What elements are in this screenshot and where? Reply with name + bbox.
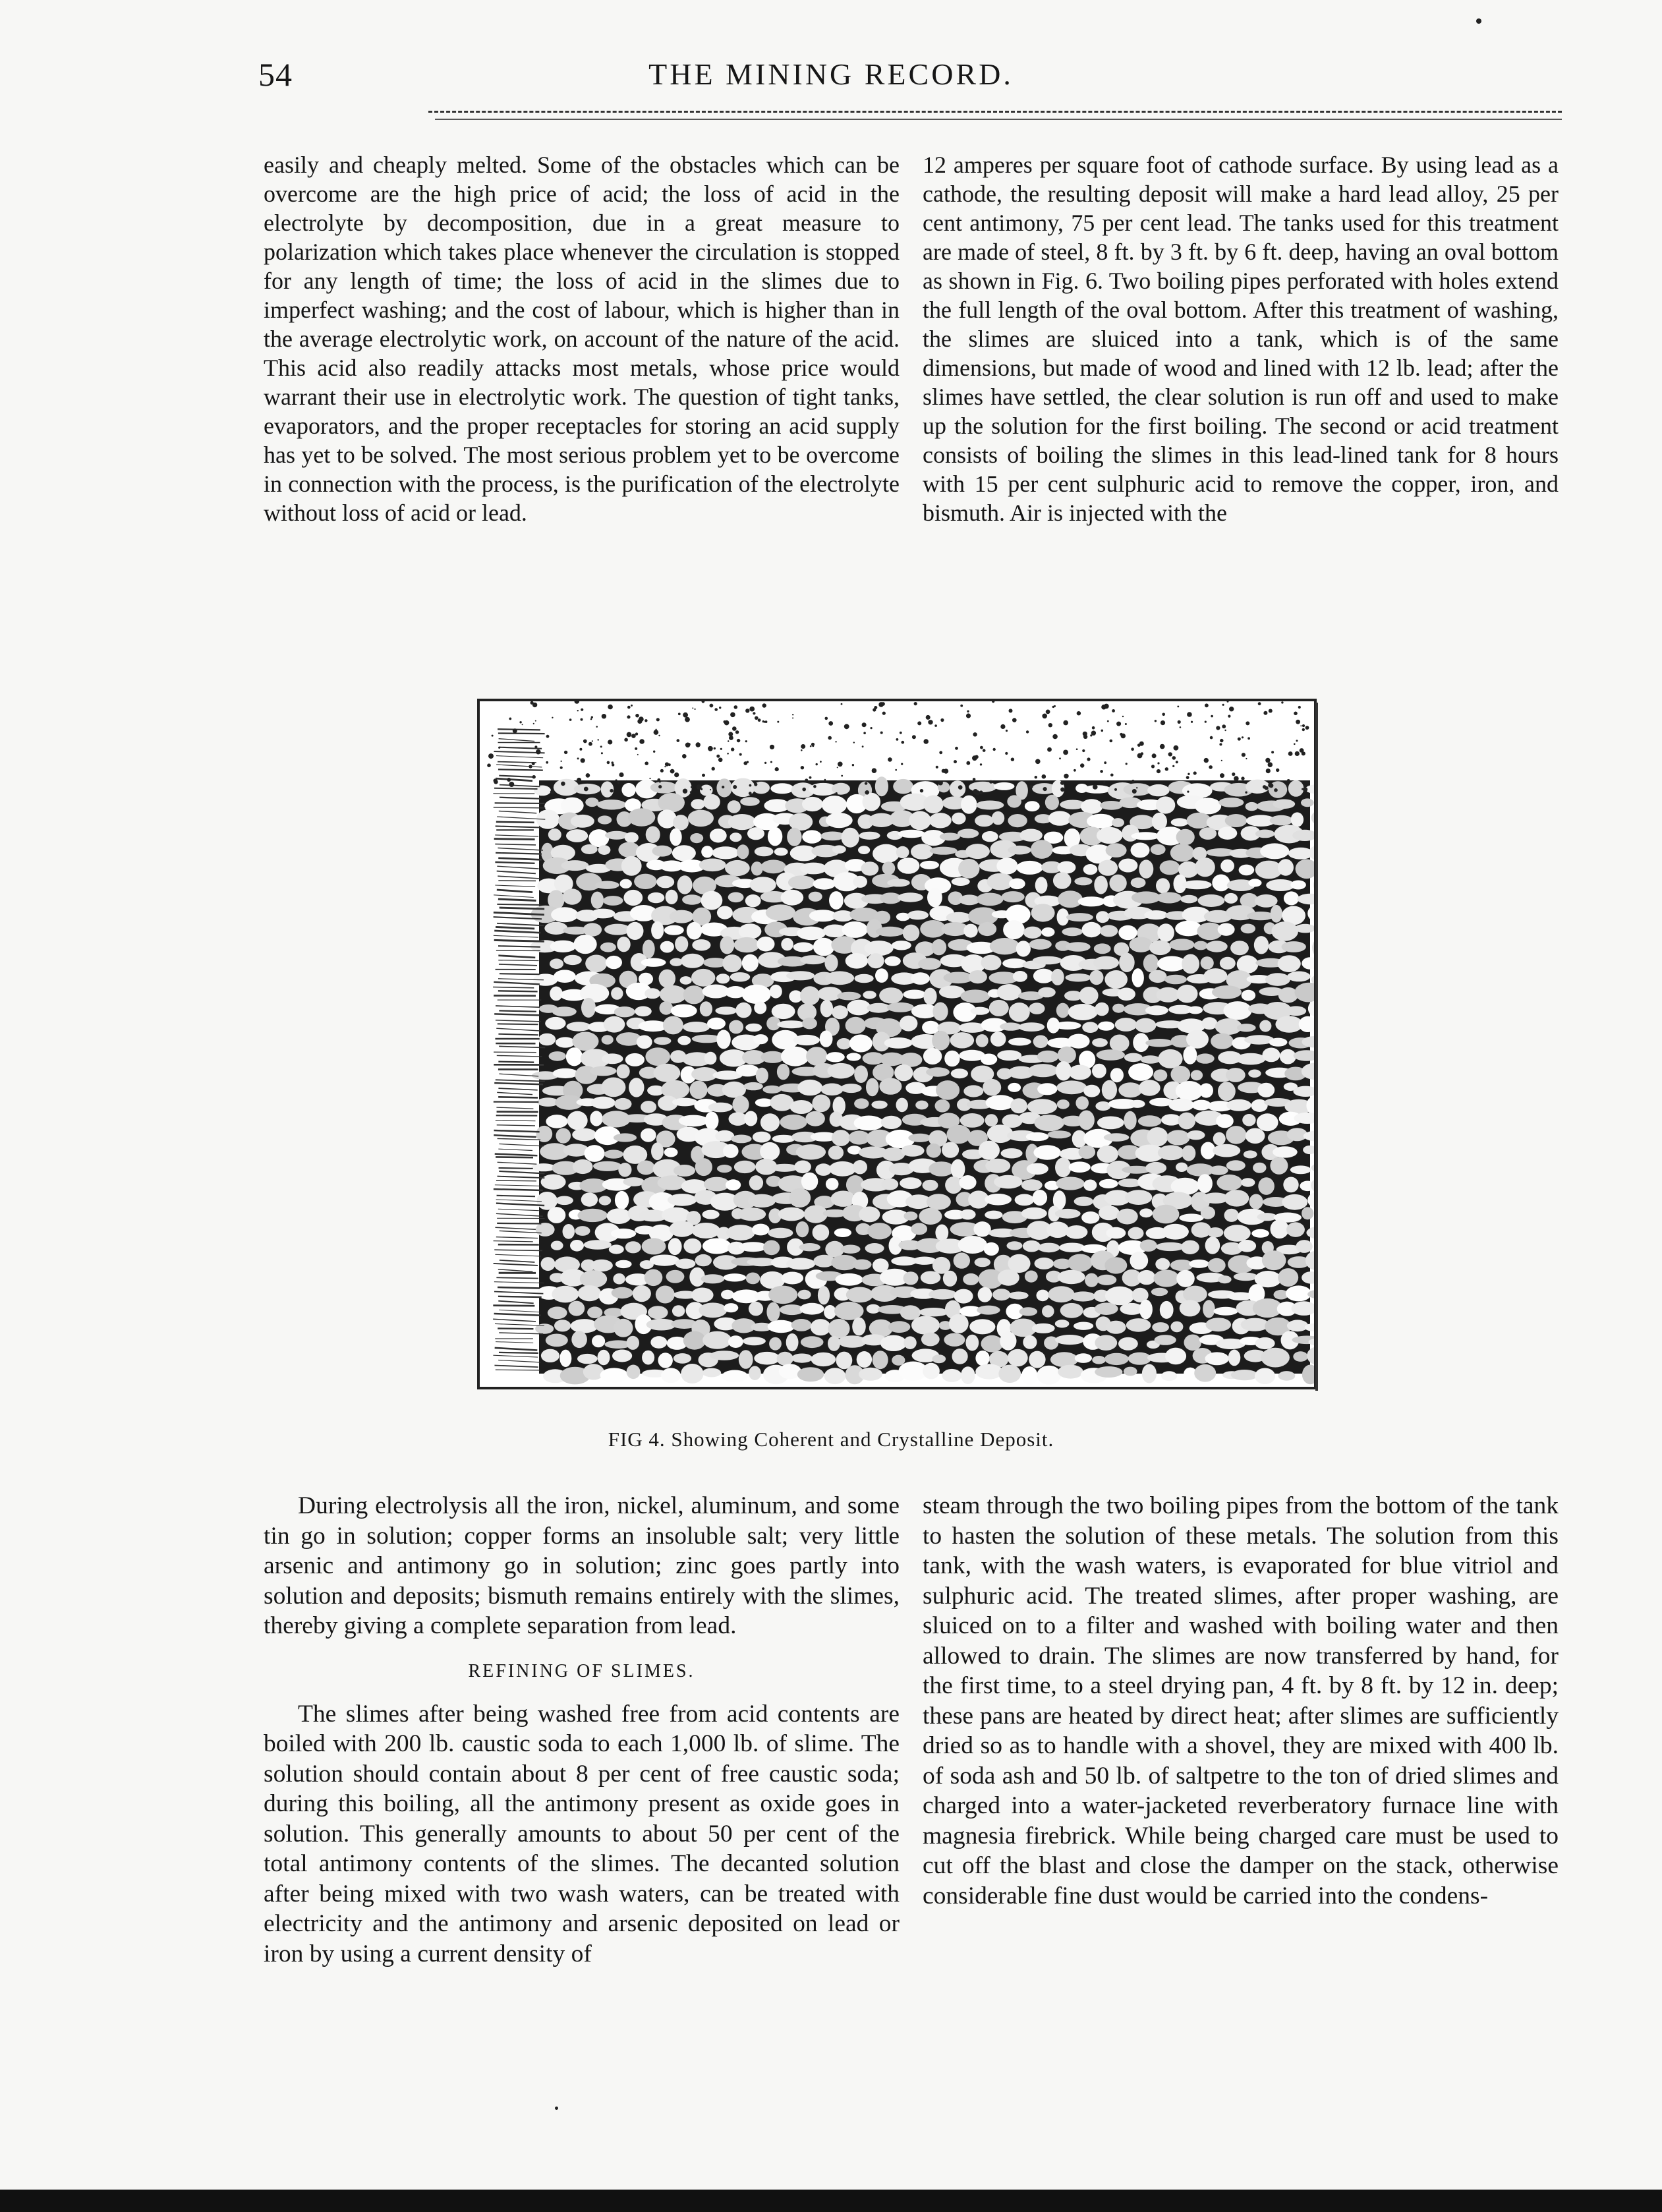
upper-right-column	[923, 150, 1559, 527]
lower-left-column	[264, 1491, 900, 1969]
header-rule	[428, 111, 1562, 113]
page-number: 54	[258, 56, 293, 93]
body-paragraph: easily and cheaply melted. Some of the obstacles which can be overcome are the high price of acid; the loss of acid in the electrolyte by decomposition, due in a great measure to polarization which takes place whenever the circulation is stopped for any length of time; the loss of acid in the slimes due to imperfect washing; and the cost of labour, which is higher than in the average electrolytic work, on account of the nature of the acid. This acid also readily attacks most metals, whose price would warrant their use in electrolytic work. The question of tight tanks, evaporators, and the proper receptacles for storing an acid supply has yet to be solved. The most serious problem yet to be overcome in connection with the process, is the purification of the electrolyte without loss of acid or lead.	[264, 152, 900, 526]
speck-mark	[1476, 18, 1481, 24]
body-paragraph: steam through the two boiling pipes from the bottom of the tank to hasten the solution of these metals. The solution from this tank, with the wash waters, is evaporated for blue vitriol and sulphuric acid. The treated slimes, after proper washing, are sluiced on to a filter and washed with boiling water and then allowed to drain. The slimes are now transferred by hand, for the first time, to a steel drying pan, 4 ft. by 8 ft. by 12 in. deep; these pans are heated by direct heat; after slimes are sufficiently dried so as to handle with a shovel, they are mixed with 400 lb. of soda ash and 50 lb. of saltpetre to the ton of dried slimes and charged into a water-jacketed reverberatory furnace line with magnesia firebrick. While being charged care must be used to cut off the blast and close the damper on the stack, otherwise considerable fine dust would be carried into the condens-	[923, 1492, 1559, 1909]
speck-mark	[555, 2107, 558, 2110]
lower-right-column	[923, 1491, 1559, 1911]
page-bottom-border	[0, 2190, 1662, 2212]
header-rule-underline	[435, 119, 1562, 120]
body-paragraph: During electrolysis all the iron, nickel, aluminum, and some tin go in solution; copper forms an insoluble salt; very little arsenic and antimony go in solution; zinc goes partly into solution and deposits; bismuth remains entirely with the slimes, thereby giving a complete separation from lead.	[264, 1492, 900, 1639]
figure-caption: FIG 4. Showing Coherent and Crystalline Deposit.	[608, 1428, 1054, 1451]
body-paragraph: The slimes after being washed free from acid contents are boiled with 200 lb. caustic soda to each 1,000 lb. of slime. The solution should contain about 8 per cent of free caustic soda; during this boiling, all the antimony present as oxide goes in solution. This generally amounts to about 50 per cent of the total antimony contents of the slimes. The decanted solution after being mixed with two wash waters, can be treated with electricity and the antimony and arsenic deposited on lead or iron by using a current density of	[264, 1700, 900, 1967]
figure-frame-shadow	[1315, 703, 1318, 1391]
section-subheading: REFINING OF SLIMES.	[468, 1660, 695, 1681]
crystalline-deposit-image	[480, 701, 1314, 1387]
figure-photograph	[477, 699, 1317, 1389]
upper-left-column	[264, 150, 900, 527]
body-paragraph: 12 amperes per square foot of cathode surface. By using lead as a cathode, the resulting deposit will make a hard lead alloy, 25 per cent antimony, 75 per cent lead. The tanks used for this treatment are made of steel, 8 ft. by 3 ft. by 6 ft. deep, having an oval bottom as shown in Fig. 6. Two boiling pipes perforated with holes extend the full length of the oval bottom. After this treatment of washing, the slimes are sluiced into a tank, which is of the same dimensions, but made of wood and lined with 12 lb. lead; after the slimes have settled, the clear solution is run off and used to make up the solution for the first boiling. The second or acid treatment consists of boiling the slimes in this lead-lined tank for 8 hours with 15 per cent sulphuric acid to remove the copper, iron, and bismuth. Air is injected with the	[923, 152, 1559, 526]
running-head: THE MINING RECORD.	[648, 57, 1014, 91]
